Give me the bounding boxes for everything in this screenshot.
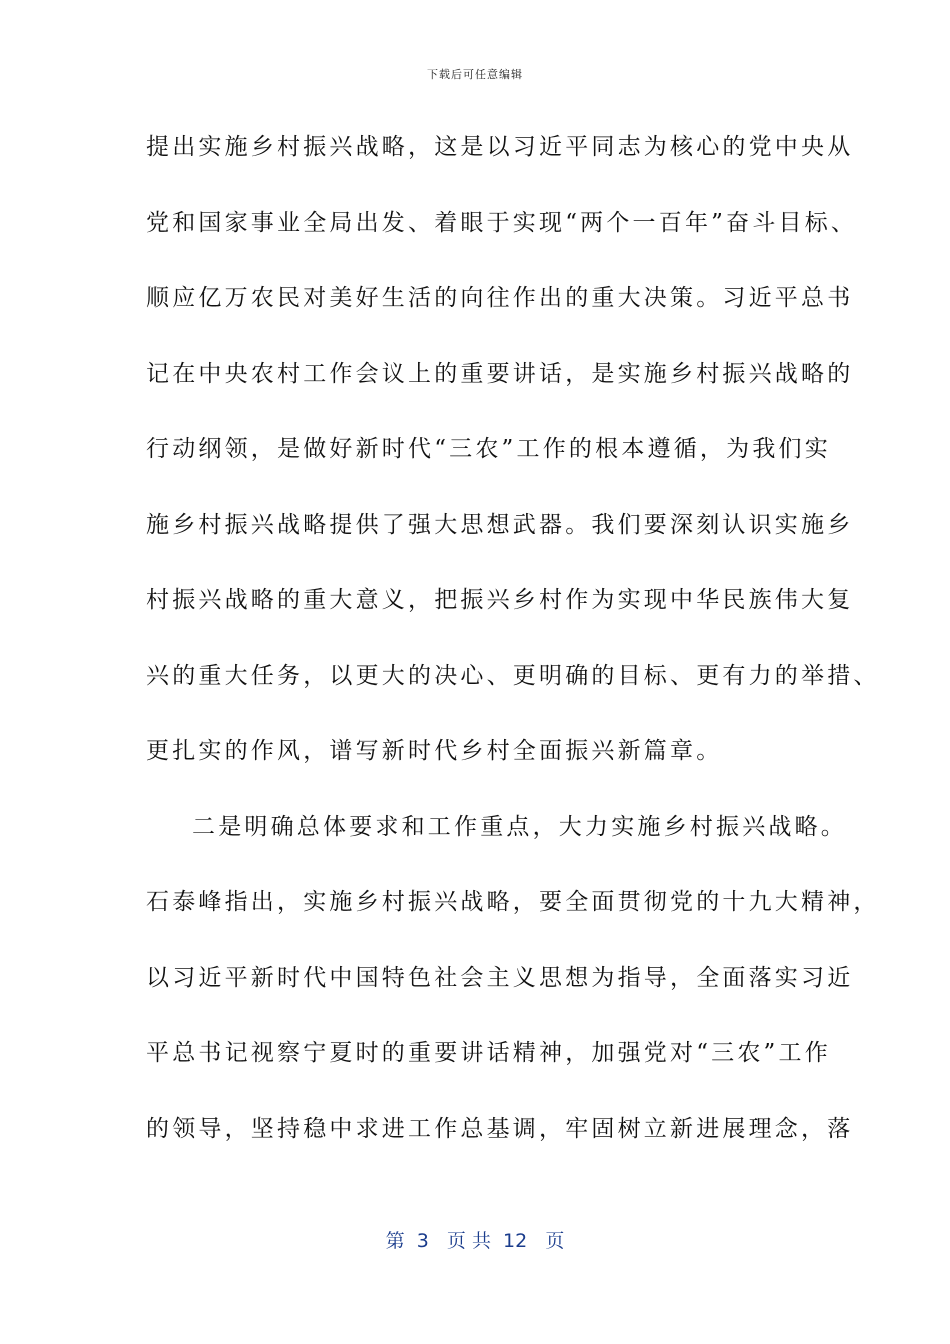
body-line: 村振兴战略的重大意义，把振兴乡村作为实现中华民族伟大复 [146, 587, 854, 613]
body-line: 记在中央农村工作会议上的重要讲话，是实施乡村振兴战略的 [146, 360, 854, 387]
body-line: 的领导，坚持稳中求进工作总基调，牢固树立新进展理念，落 [146, 1115, 854, 1142]
document-body [146, 128, 880, 1185]
page-header: 下载后可任意编辑 [427, 68, 523, 81]
body-line: 顺应亿万农民对美好生活的向往作出的重大决策。习近平总书 [146, 285, 854, 311]
body-line: 平总书记视察宁夏时的重要讲话精神，加强党对“三农”工作 [146, 1040, 831, 1066]
body-line: 党和国家事业全局出发、着眼于实现“两个一百年”奋斗目标、 [146, 209, 858, 236]
body-line: 石泰峰指出，实施乡村振兴战略，要全面贯彻党的十九大精神， [146, 889, 880, 915]
body-line: 施乡村振兴战略提供了强大思想武器。我们要深刻认识实施乡 [146, 511, 854, 538]
body-line: 以习近平新时代中国特色社会主义思想为指导，全面落实习近 [146, 964, 854, 991]
body-line: 更扎实的作风，谱写新时代乡村全面振兴新篇章。 [146, 738, 723, 764]
page-number-footer: 第 3 页 共 12 页 [385, 1230, 565, 1252]
body-line: 行动纲领，是做好新时代“三农”工作的根本遵循，为我们实 [146, 436, 831, 462]
body-line: 兴的重大任务，以更大的决心、更明确的目标、更有力的举措、 [146, 662, 880, 689]
body-line: 提出实施乡村振兴战略，这是以习近平同志为核心的党中央从 [146, 134, 854, 160]
paragraph-start-line: 二是明确总体要求和工作重点，大力实施乡村振兴战略。 [192, 813, 847, 840]
